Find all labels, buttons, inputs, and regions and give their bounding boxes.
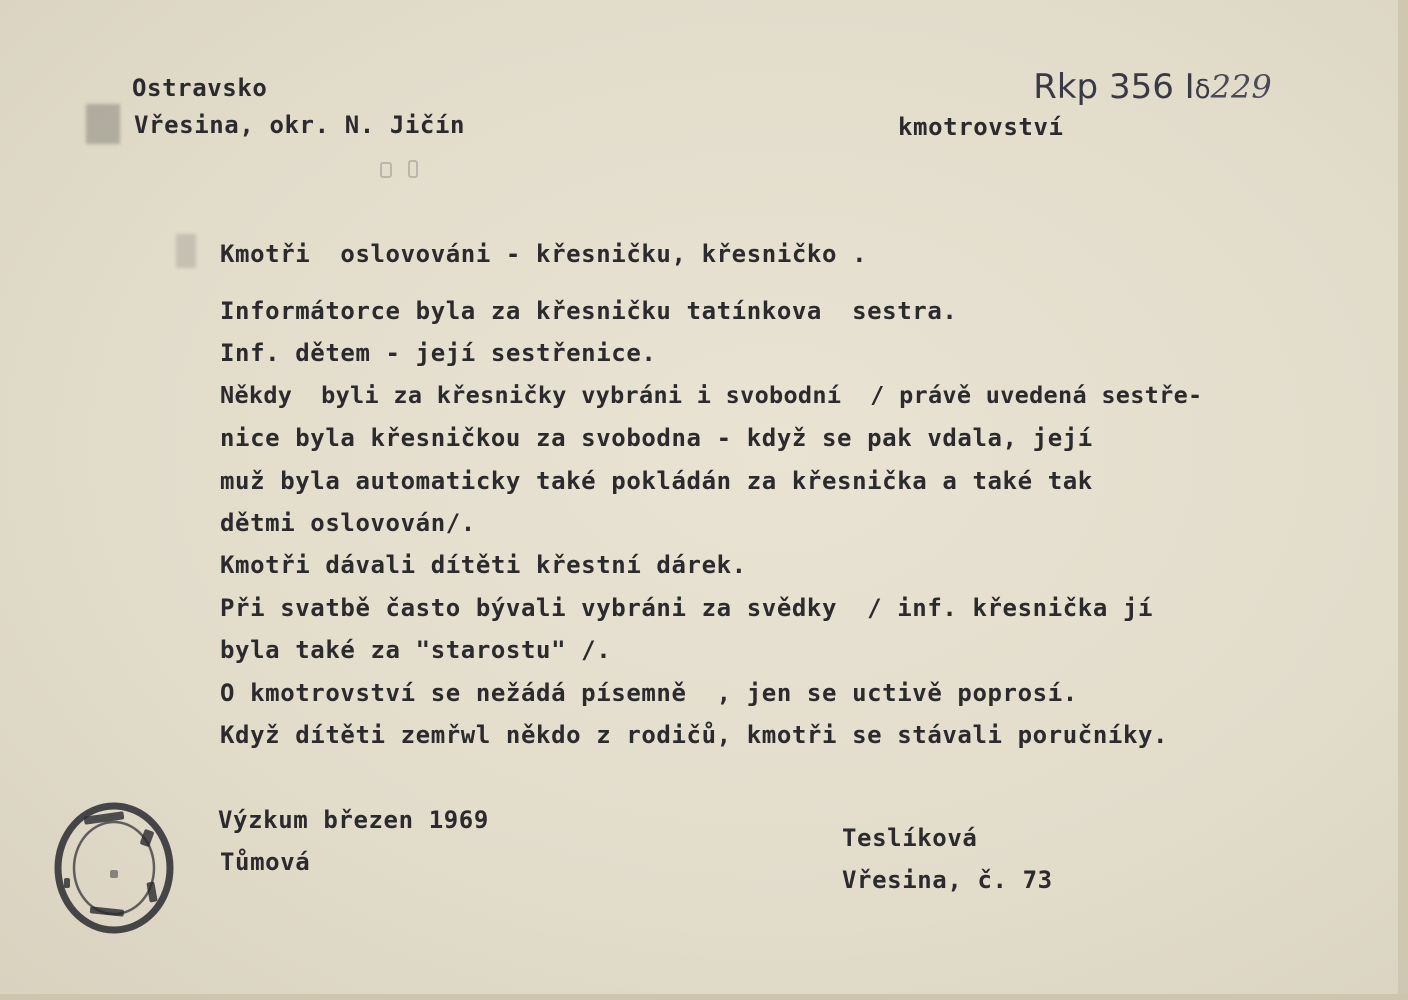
body-line: muž byla automaticky také pokládán za křesnička a také tak	[220, 467, 1093, 495]
body-line: Když dítěti zemřwl někdo z rodičů, kmotři se stávali poručníky.	[220, 721, 1169, 749]
researcher-name: Tůmová	[220, 848, 311, 876]
punch-mark	[408, 160, 418, 178]
archive-page-number: 229	[1210, 68, 1272, 106]
body-line: Informátorce byla za křesničku tatínkova sestra.	[220, 297, 958, 325]
location-label: Vřesina, okr. N. Jičín	[134, 111, 466, 139]
body-line: Někdy byli za křesničky vybráni i svobodní / právě uvedená sestře-	[220, 381, 1203, 409]
informant-address: Vřesina, č. 73	[842, 866, 1053, 894]
body-line: nice byla křesničkou za svobodna - když se pak vdala, její	[220, 424, 1093, 452]
body-line: Kmotři oslovováni - křesničku, křesničko .	[220, 240, 868, 268]
body-line: byla také za "starostu" /.	[220, 636, 612, 664]
archive-stamp-icon	[50, 800, 176, 936]
card-edge-right	[1398, 0, 1408, 1000]
body-line: Kmotři dávali dítěti křestní dárek.	[220, 551, 747, 579]
card-edge-bottom	[0, 994, 1408, 1000]
archive-ref-separator: δ	[1194, 75, 1211, 105]
body-line: Při svatbě často bývali vybráni za svědky / inf. křesnička jí	[220, 594, 1154, 622]
topic-label: kmotrovství	[898, 113, 1064, 141]
body-line: Inf. dětem - její sestřenice.	[220, 339, 657, 367]
smudge-mark	[176, 234, 196, 268]
region-label: Ostravsko	[132, 74, 268, 102]
research-date: Výzkum březen 1969	[218, 806, 489, 834]
body-line: dětmi oslovován/.	[220, 509, 476, 537]
informant-name: Teslíková	[842, 824, 978, 852]
smudge-mark	[86, 104, 120, 144]
punch-mark	[380, 162, 392, 178]
body-line: O kmotrovství se nežádá písemně , jen se uctivě poprosí.	[220, 679, 1078, 707]
archive-ref-label: Rkp 356 I	[1033, 67, 1195, 107]
